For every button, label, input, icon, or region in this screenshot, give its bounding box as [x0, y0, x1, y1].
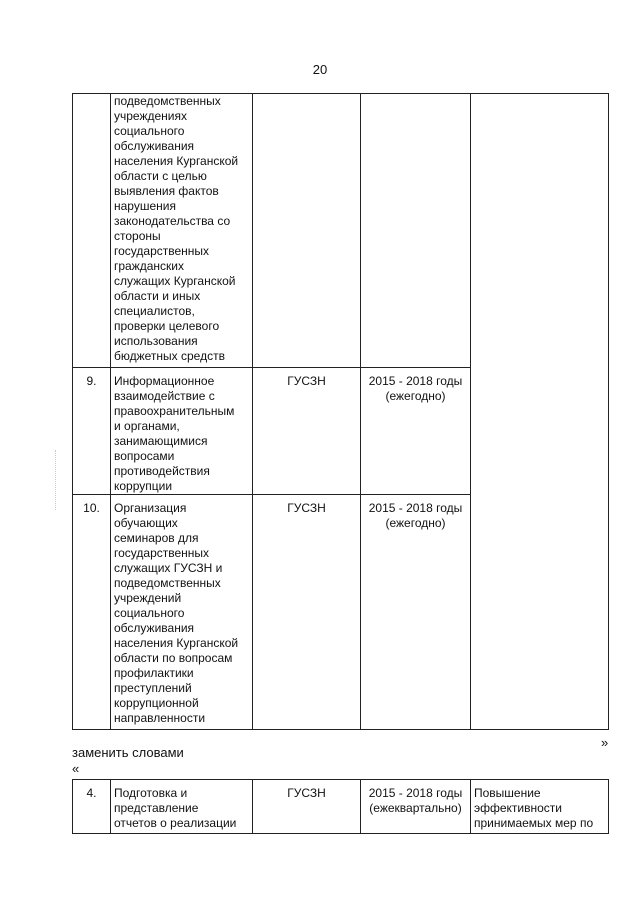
replace-instruction: заменить словами	[72, 745, 184, 760]
closing-quote: »	[601, 735, 609, 750]
result-cell	[471, 94, 609, 730]
margin-mark	[55, 450, 68, 510]
replacement-table	[72, 779, 609, 834]
row-number-cell: 9.	[73, 368, 111, 495]
executor-cell	[253, 94, 361, 368]
executor-cell: ГУСЗН	[253, 368, 361, 495]
measure-text-cell: Организация обучающих семинаров для государственных служащих ГУСЗН и подведомственных учреждений социального обслуживания населения Курганской области по вопросам профилактики преступлений коррупционной направленности	[111, 495, 253, 730]
measures-table	[72, 93, 609, 730]
term-cell: 2015 - 2018 годы (ежегодно)	[361, 368, 471, 495]
executor-cell: ГУСЗН	[253, 780, 361, 834]
measure-text-cell: подведомственных учреждениях социального обслуживания населения Курганской области с целью выявления фактов нарушения законодательства со стороны государственных гражданских служащих Курганской области и иных специалистов, проверки целевого использования бюджетных средств	[111, 94, 253, 368]
row-number-cell	[73, 94, 111, 368]
measure-text-cell: Информационное взаимодействие с правоохранительным и органами, занимающимися вопросами противодействия коррупции	[111, 368, 253, 495]
measure-text-cell: Подготовка и представление отчетов о реализации	[111, 780, 253, 834]
opening-quote: «	[72, 761, 80, 776]
table-row	[73, 94, 609, 368]
table-row	[73, 780, 609, 834]
term-cell: 2015 - 2018 годы (ежеквартально)	[361, 780, 471, 834]
executor-cell: ГУСЗН	[253, 495, 361, 730]
term-cell: 2015 - 2018 годы (ежегодно)	[361, 495, 471, 730]
row-number-cell: 4.	[73, 780, 111, 834]
row-number-cell: 10.	[73, 495, 111, 730]
term-cell	[361, 94, 471, 368]
page-number: 20	[312, 62, 328, 77]
result-cell: Повышение эффективности принимаемых мер по	[471, 780, 609, 834]
